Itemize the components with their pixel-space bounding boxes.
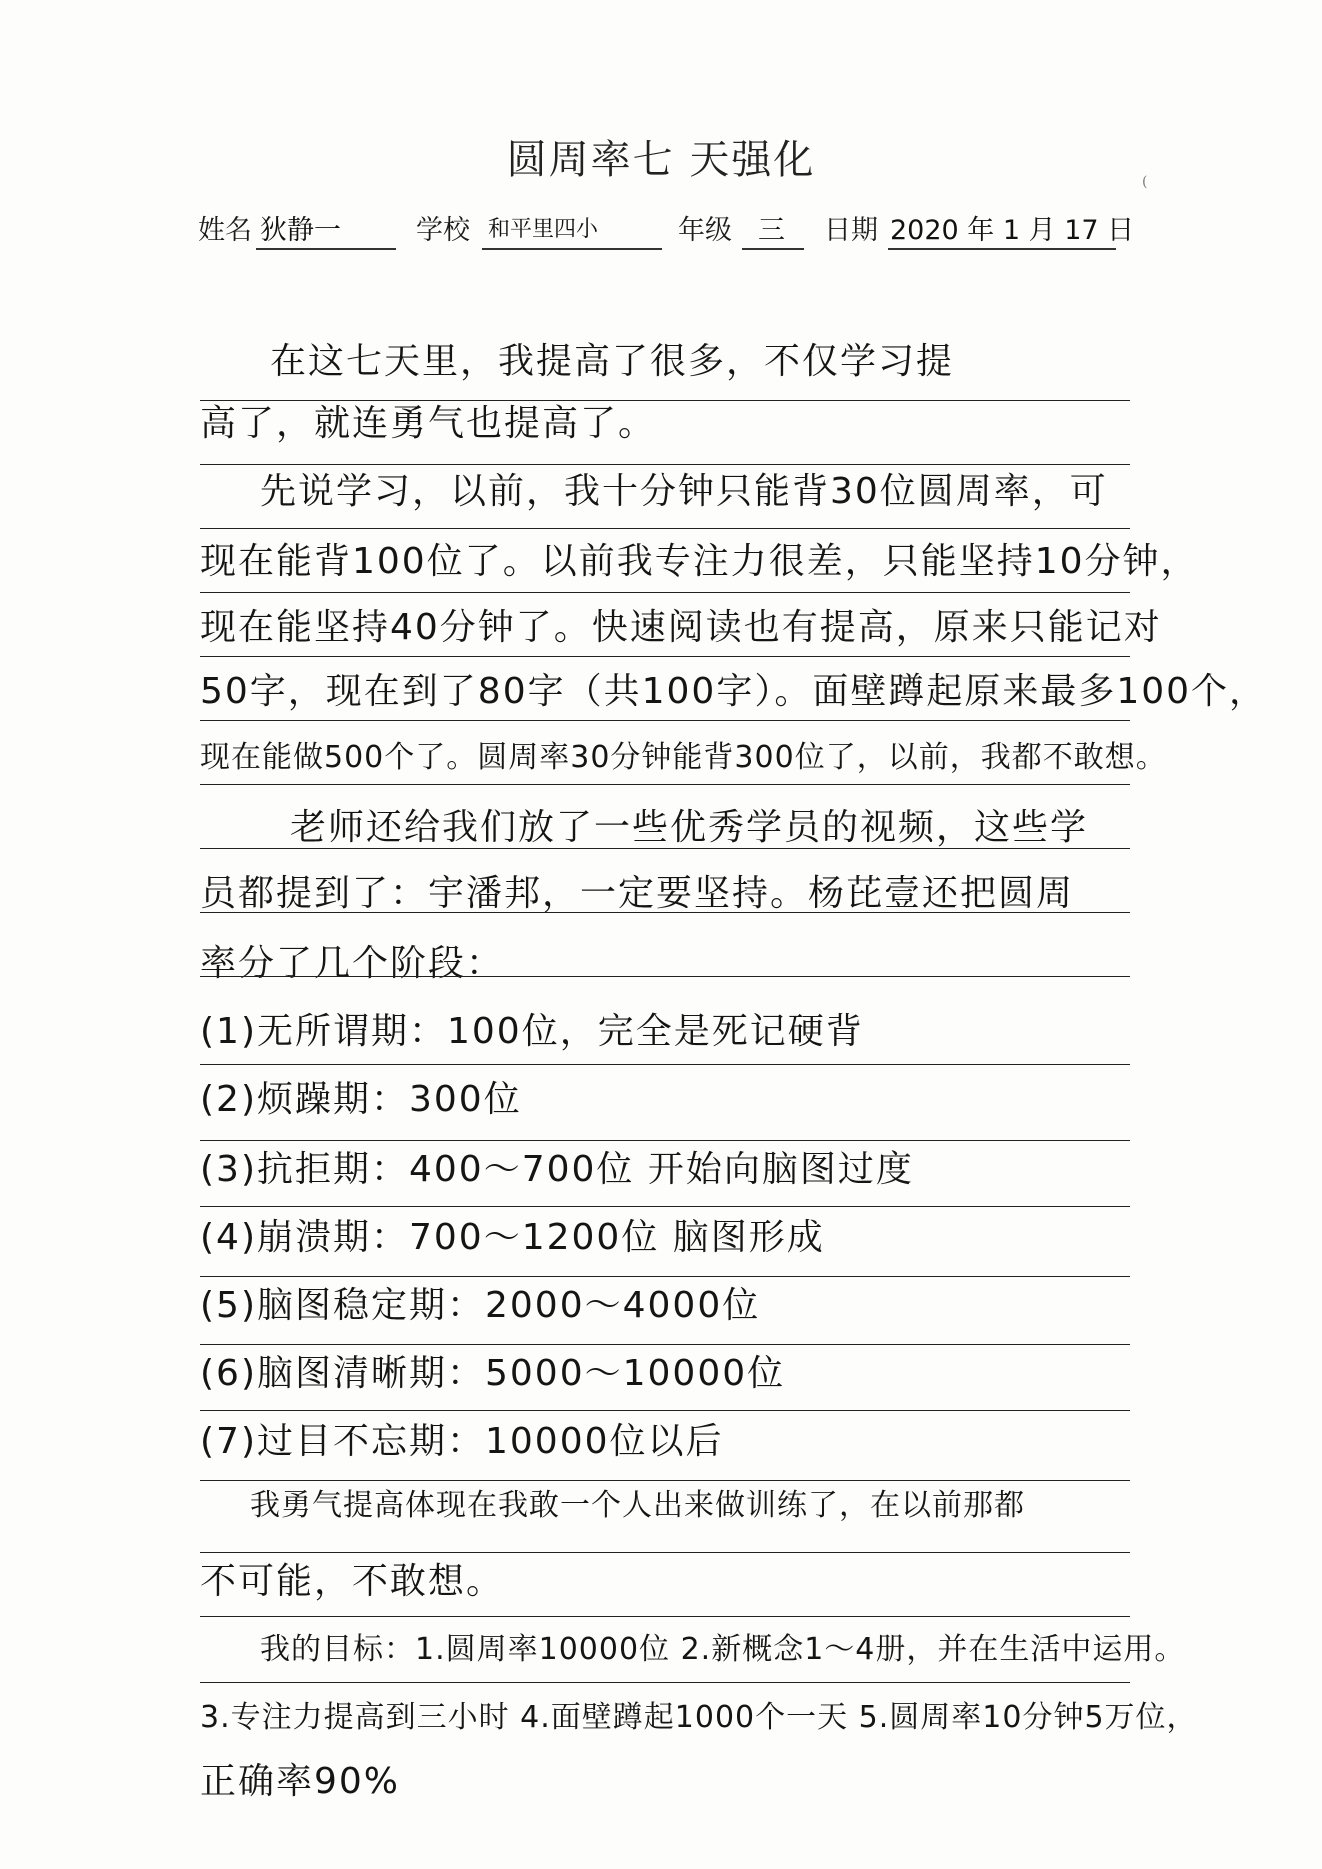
ruled-line <box>200 1616 1130 1617</box>
school-label: 学校 <box>416 215 470 246</box>
handwritten-line: (6)脑图清晰期：5000～10000位 <box>200 1353 786 1394</box>
school-underline <box>482 248 662 250</box>
ruled-line <box>200 528 1130 529</box>
handwritten-line: 员都提到了：宇潘邦，一定要坚持。杨芘壹还把圆周 <box>200 873 1075 914</box>
ruled-line <box>200 848 1130 849</box>
name-underline <box>256 248 396 250</box>
document-title: 圆周率七 天强化 <box>506 137 816 183</box>
ruled-line <box>200 1410 1130 1411</box>
handwritten-line: 现在能做500个了。圆周率30分钟能背300位了，以前，我都不敢想。 <box>200 740 1167 775</box>
ruled-line <box>200 1344 1130 1345</box>
handwritten-line: (5)脑图稳定期：2000～4000位 <box>200 1285 761 1326</box>
ruled-line <box>200 1480 1130 1481</box>
ruled-line <box>200 720 1130 721</box>
handwritten-line: 50字，现在到了80字（共100字）。面壁蹲起原来最多100个， <box>200 671 1268 712</box>
handwritten-line: (4)崩溃期：700～1200位 脑图形成 <box>200 1217 825 1258</box>
handwritten-line: 3.专注力提高到三小时 4.面壁蹲起1000个一天 5.圆周率10分钟5万位， <box>200 1700 1198 1735</box>
handwritten-line: 现在能背100位了。以前我专注力很差，只能坚持10分钟， <box>200 541 1199 582</box>
handwritten-line: 我勇气提高体现在我敢一个人出来做训练了，在以前那都 <box>250 1488 1025 1523</box>
ruled-line <box>200 400 1130 401</box>
ruled-line <box>200 464 1130 465</box>
grade-underline <box>742 248 804 250</box>
handwritten-line: (7)过目不忘期：10000位以后 <box>200 1421 724 1462</box>
ruled-line <box>200 656 1130 657</box>
name-label: 姓名 <box>198 215 252 246</box>
handwritten-line: 正确率90% <box>200 1761 401 1802</box>
header-info-row <box>198 208 1138 252</box>
handwritten-line: 我的目标：1.圆周率10000位 2.新概念1～4册，并在生活中运用。 <box>260 1632 1186 1667</box>
ruled-line <box>200 912 1130 913</box>
handwritten-line: 在这七天里，我提高了很多，不仅学习提 <box>270 341 955 382</box>
date-label: 日期 <box>824 215 878 246</box>
ruled-line <box>200 1140 1130 1141</box>
handwritten-line: (2)烦躁期：300位 <box>200 1079 522 1120</box>
handwritten-line: 不可能，不敢想。 <box>200 1561 505 1602</box>
grade-label: 年级 <box>678 215 732 246</box>
ruled-line <box>200 1552 1130 1553</box>
school-value: 和平里四小 <box>488 217 599 242</box>
handwritten-line: 率分了几个阶段： <box>200 943 505 984</box>
handwritten-line: 高了，就连勇气也提高了。 <box>200 403 657 444</box>
ruled-line <box>200 592 1130 593</box>
handwritten-line: 老师还给我们放了一些优秀学员的视频，这些学 <box>290 807 1089 848</box>
ruled-line <box>200 1682 1130 1683</box>
ruled-line <box>200 1064 1130 1065</box>
ruled-line <box>200 1206 1130 1207</box>
ruled-line <box>200 976 1130 977</box>
handwritten-line: 先说学习，以前，我十分钟只能背30位圆周率，可 <box>260 471 1108 512</box>
handwritten-line: (3)抗拒期：400～700位 开始向脑图过度 <box>200 1149 914 1190</box>
date-underline <box>888 248 1116 250</box>
grade-value: 三 <box>758 215 785 246</box>
handwritten-line: (1)无所谓期：100位，完全是死记硬背 <box>200 1011 864 1052</box>
ruled-line <box>200 1276 1130 1277</box>
date-value: 2020 年 1 月 17 日 <box>890 215 1135 246</box>
handwritten-line: 现在能坚持40分钟了。快速阅读也有提高，原来只能记对 <box>200 607 1162 648</box>
margin-mark: ( <box>1142 174 1148 190</box>
name-value: 狄静一 <box>260 215 341 246</box>
ruled-line <box>200 784 1130 785</box>
